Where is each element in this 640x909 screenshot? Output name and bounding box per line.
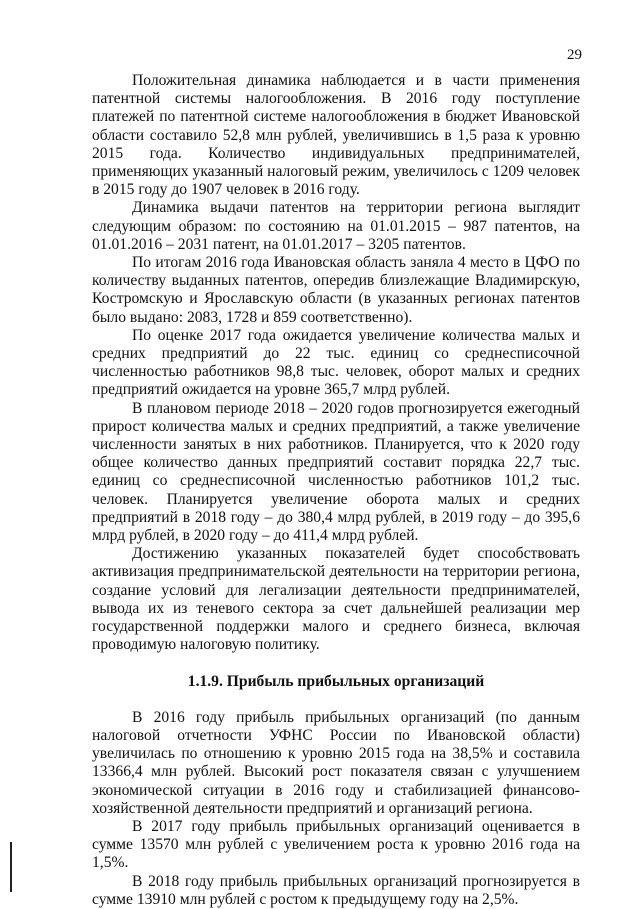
document-body bbox=[92, 72, 580, 909]
paragraph-achievement: Достижению указанных показателей будет способствовать активизация предпринимательской деятельности на территории региона, создание условий для легализации деятельности предпринимателей, вывода их из теневого сектора за счет дальнейшей реализации мер государственной поддержки малого и среднего бизнеса, включая проводимую налоговую политику. bbox=[92, 545, 580, 654]
section-heading: 1.1.9. Прибыль прибыльных организаций bbox=[187, 672, 485, 690]
paragraph-profit-2016: В 2016 году прибыль прибыльных организаций (по данным налоговой отчетности УФНС России по Ивановской области) увеличилась по отношению к уровню 2015 года на 38,5% и составила 13366,4 млн рублей. Высокий рост показателя связан с улучшением экономической ситуации в 2016 году и стабилизацией финансово-хозяйственной деятельности предприятий и организаций региона. bbox=[92, 708, 580, 817]
paragraph-patent-system: Положительная динамика наблюдается и в части применения патентной системы налогообложения. В 2016 году поступление платежей по патентной системе налогообложения в бюджет Ивановской области составило 52,8 млн рублей, увеличившись в 1,5 раза к уровню 2015 года. Количество индивидуальных предпринимателей, применяющих указанный налоговый режим, увеличилось с 1209 человек в 2015 году до 1907 человек в 2016 году. bbox=[92, 72, 580, 199]
page-number: 29 bbox=[567, 47, 582, 63]
paragraph-planned-period: В плановом периоде 2018 – 2020 годов прогнозируется ежегодный прирост количества малых и средних предприятий, а также увеличение численности занятых в них работников. Планируется, что к 2020 году общее количество данных предприятий составит порядка 22,7 тыс. единиц со среднесписочной численностью работников 101,2 тыс. человек. Планируется увеличение оборота малых и средних предприятий в 2018 году – до 380,4 млрд рублей, в 2019 году – до 395,6 млрд рублей, в 2020 году – до 411,4 млрд рублей. bbox=[92, 399, 580, 545]
paragraph-cfo-ranking: По итогам 2016 года Ивановская область заняла 4 место в ЦФО по количеству выданных патентов, опередив близлежащие Владимирскую, Костромскую и Ярославскую области (в указанных регионах патентов было выдано: 2083, 1728 и 859 соответственно). bbox=[92, 254, 580, 326]
paragraph-2017-estimate: По оценке 2017 года ожидается увеличение количества малых и средних предприятий до 22 тыс. единиц со среднесписочной численностью работников 98,8 тыс. человек, оборот малых и средних предприятий ожидается на уровне 365,7 млрд рублей. bbox=[92, 326, 580, 399]
paragraph-profit-2017: В 2017 году прибыль прибыльных организаций оценивается в сумме 13570 млн рублей с увеличением роста к уровню 2016 года на 1,5%. bbox=[92, 817, 580, 872]
paragraph-patent-dynamics: Динамика выдачи патентов на территории региона выглядит следующим образом: по состоянию на 01.01.2015 – 987 патентов, на 01.01.2016 – 2031 патент, на 01.01.2017 – 3205 патентов. bbox=[92, 199, 580, 253]
scan-margin-mark bbox=[10, 842, 12, 892]
paragraph-profit-2018: В 2018 году прибыль прибыльных организаций прогнозируется в сумме 13910 млн рублей с ростом к предыдущему году на 2,5%. bbox=[92, 872, 580, 908]
